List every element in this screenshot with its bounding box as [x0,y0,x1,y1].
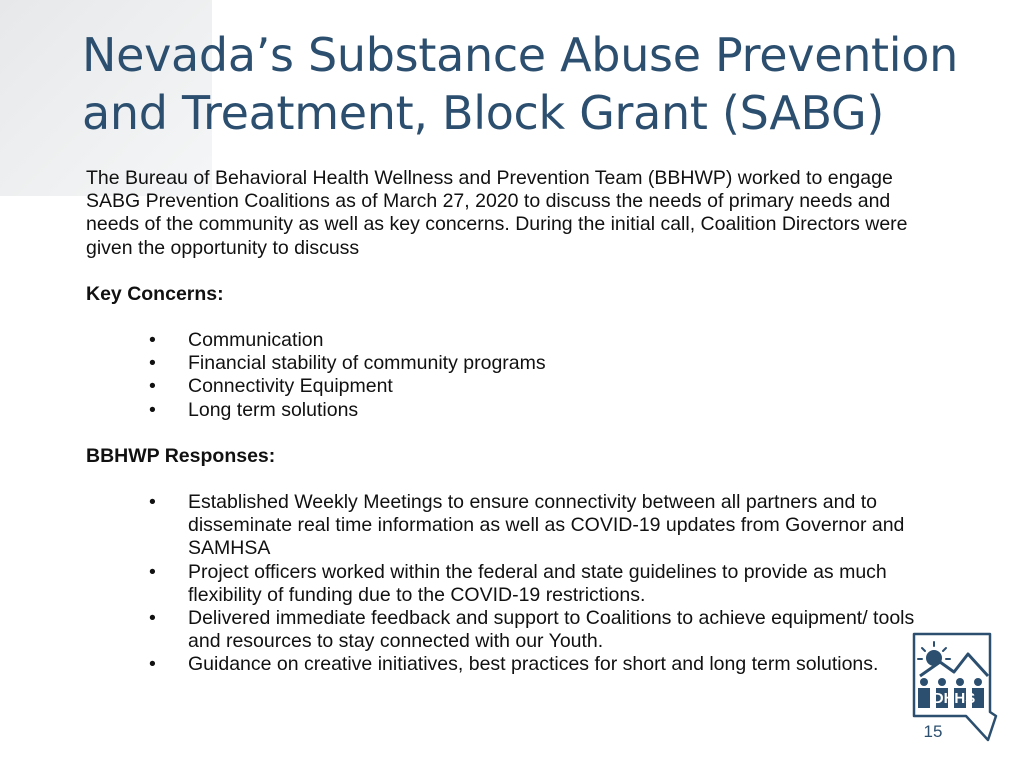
slide-body [86,167,946,677]
list-item-text: Established Weekly Meetings to ensure connectivity between all partners and to disseminate real time information as well as COVID-19 updates from Governor and SAMHSA [188,491,905,560]
list-item-text: Guidance on creative initiatives, best practices for short and long term solutions. [188,653,879,676]
bullet-icon: • [149,375,156,398]
intro-paragraph: The Bureau of Behavioral Health Wellness and Prevention Team (BBHWP) worked to engage SABG Prevention Coalitions as of March 27, 2020 to discuss the needs of primary needs and needs of the community as well as key concerns. During the initial call, Coalition Directors were given the opportunity to discuss [86,167,908,259]
list-item-text: Delivered immediate feedback and support to Coalitions to achieve equipment/ tools and resources to stay connected with our Youth. [188,607,915,653]
bullet-icon: • [149,352,156,375]
slide-title: Nevada’s Substance Abuse Prevention and Treatment, Block Grant (SABG) [82,28,958,140]
bullet-icon: • [149,607,156,630]
list-item-text: Long term solutions [188,398,359,421]
list-item [149,653,946,676]
responses-heading: BBHWP Responses: [86,444,276,467]
list-item-text: Connectivity Equipment [188,375,393,398]
list-item [149,561,946,607]
bullet-icon: • [149,491,156,514]
bullet-icon: • [149,329,156,352]
responses-list [86,491,946,677]
list-item-text: Communication [188,329,324,352]
list-item [149,399,946,422]
bullet-icon: • [149,560,156,583]
bullet-icon: • [149,398,156,421]
key-concerns-list [86,329,946,422]
page-number: 15 [918,722,948,742]
list-item [149,329,946,352]
list-item [149,607,946,653]
key-concerns-heading: Key Concerns: [86,282,224,305]
list-item [149,375,946,398]
bullet-icon: • [149,653,156,676]
list-item-text: Project officers worked within the federal and state guidelines to provide as much flexibility of funding due to the COVID-19 restrictions. [188,560,887,606]
logo-wordmark: DHHS [932,690,976,707]
list-item [149,491,946,561]
list-item [149,352,946,375]
list-item-text: Financial stability of community programs [188,352,546,375]
